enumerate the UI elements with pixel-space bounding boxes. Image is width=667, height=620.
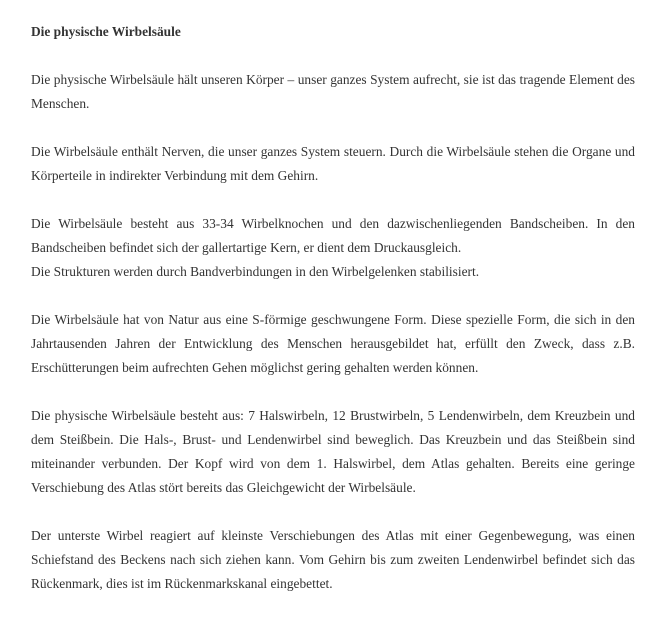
document-body [31, 20, 635, 620]
document-title: Die physische Wirbelsäule [31, 24, 181, 39]
paragraph-vertebrae [31, 404, 635, 500]
paragraph-nerves [31, 140, 635, 188]
paragraph-text: Die physische Wirbelsäule hält unseren Körper – unser ganzes System aufrecht, sie ist das tragende Element des Menschen. [31, 72, 635, 111]
paragraph-text: Die Strukturen werden durch Bandverbindungen in den Wirbelgelenken stabilisiert. [31, 264, 480, 279]
paragraph-spinal-cord [31, 524, 635, 596]
paragraph-intro [31, 68, 635, 116]
paragraph-text: Die physische Wirbelsäule besteht aus: 7 Halswirbeln, 12 Brustwirbeln, 5 Lendenwirbeln, dem Kreuzbein und dem Steißbein. Die Hals-, Brust- und Lendenwirbel sind beweglich. Das Kreuzbein und das Steißbein sind miteinander verbunden. Der Kopf wird von dem 1. Halswirbel, dem Atlas gehalten. Bereits eine geringe Verschiebung des Atlas stört bereits das Gleichgewicht der Wirbelsäule. [31, 408, 635, 495]
paragraph-text: Die Wirbelsäule enthält Nerven, die unser ganzes System steuern. Durch die Wirbelsäule stehen die Organe und Körperteile in indirekter Verbindung mit dem Gehirn. [31, 144, 635, 183]
paragraph-form [31, 308, 635, 380]
paragraph-text: Der unterste Wirbel reagiert auf kleinste Verschiebungen des Atlas mit einer Gegenbewegung, was einen Schiefstand des Beckens nach sich ziehen kann. Vom Gehirn bis zum zweiten Lendenwirbel befindet sich das Rückenmark, dies ist im Rückenmarkskanal eingebettet. [31, 528, 635, 591]
paragraph-text: Die Wirbelsäule besteht aus 33-34 Wirbelknochen und den dazwischenliegenden Bandscheiben. In den Bandscheiben befindet sich der gallertartige Kern, er dient dem Druckausgleich. [31, 216, 635, 255]
paragraph-structure [31, 212, 635, 284]
paragraph-text: Die Wirbelsäule hat von Natur aus eine S-förmige geschwungene Form. Diese spezielle Form, die sich in den Jahrtausenden Jahren der Entwicklung des Menschen herausgebildet hat, erfüllt den Zweck, dass z.B. Erschütterungen beim aufrechten Gehen möglichst gering gehalten werden können. [31, 312, 635, 375]
